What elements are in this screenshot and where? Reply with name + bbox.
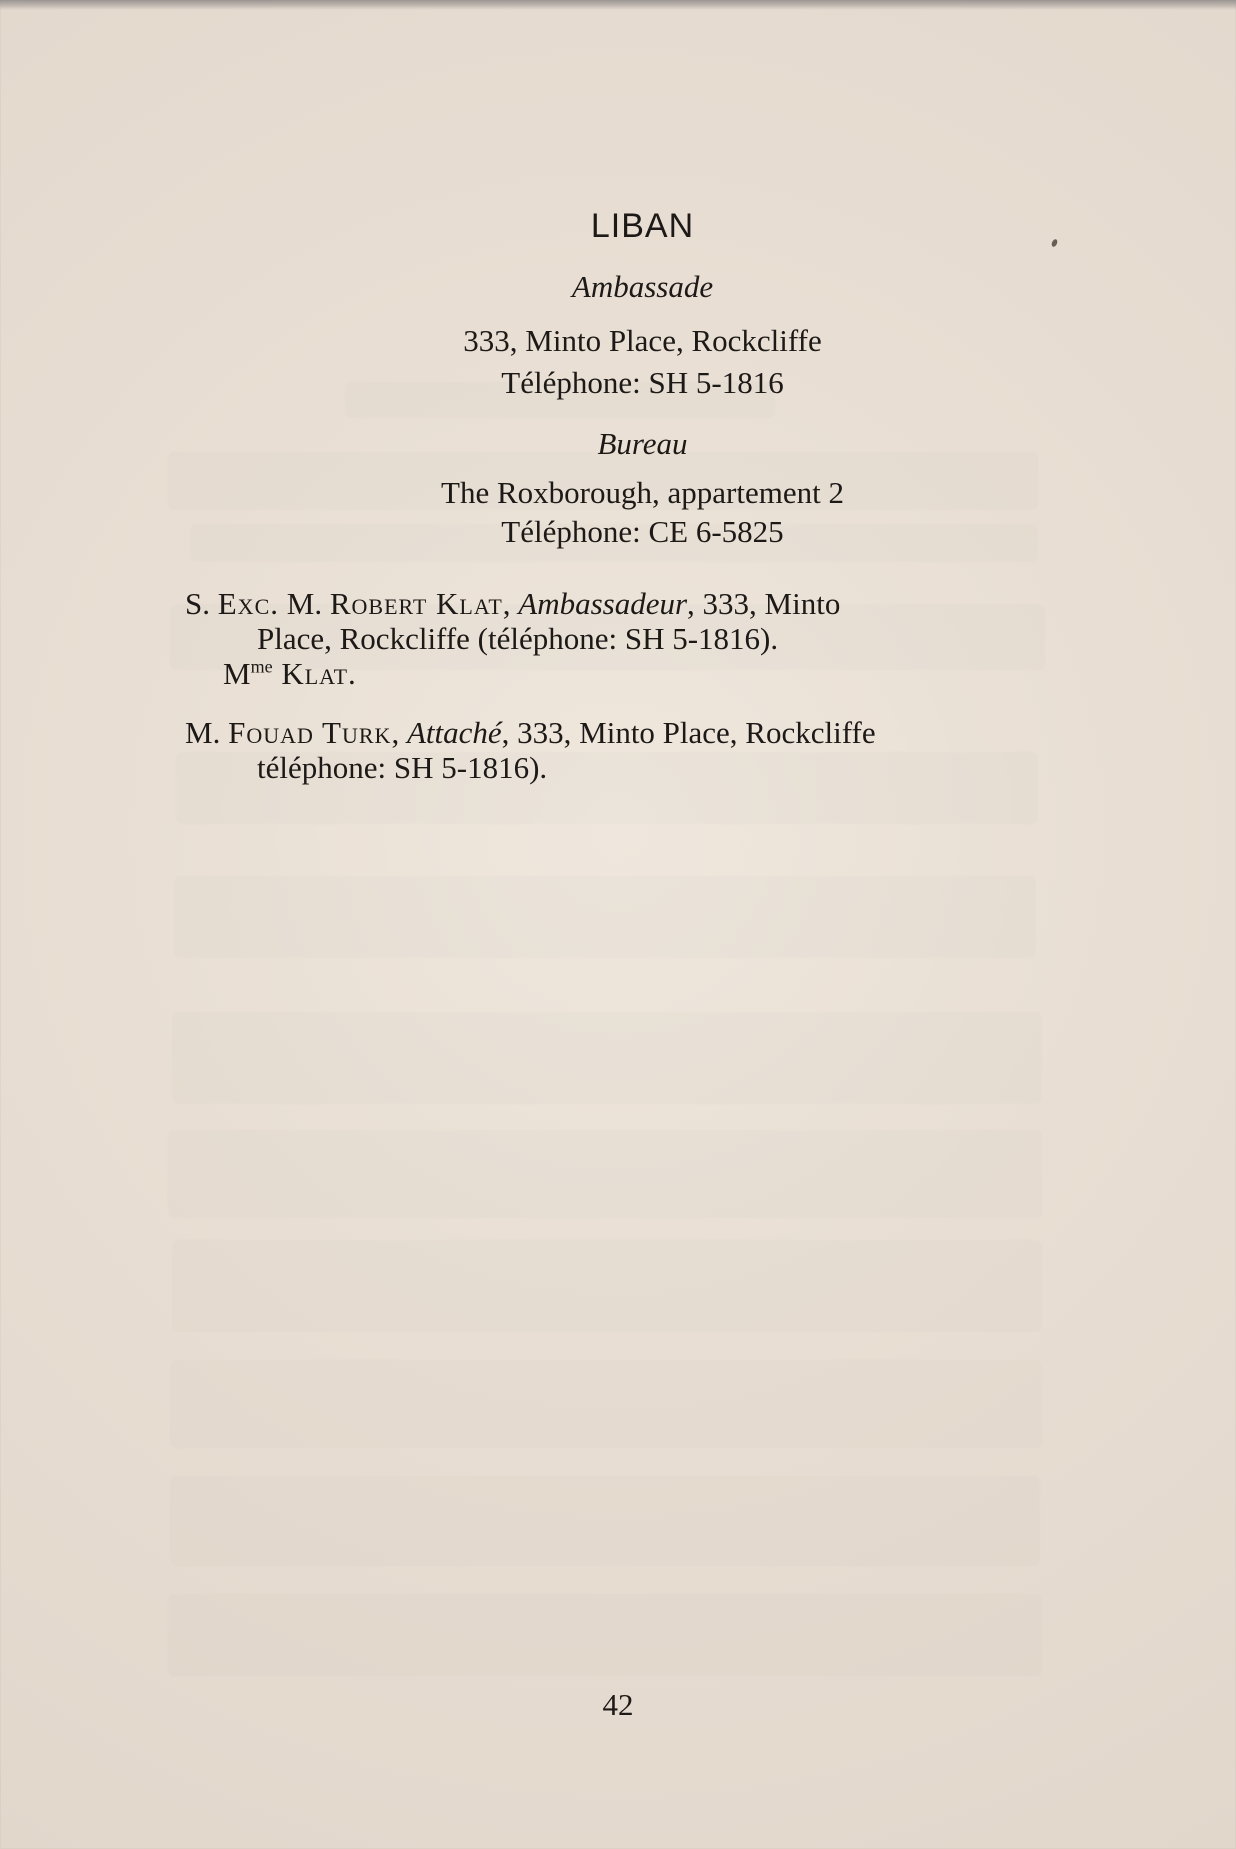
page-top-edge	[0, 0, 1236, 10]
bleed-block	[168, 1130, 1042, 1218]
attache-entry	[185, 715, 1100, 785]
bleed-block	[170, 1360, 1042, 1448]
bureau-address: The Roxborough, appartement 2	[441, 475, 844, 510]
ambassador-title: Ambassadeur	[518, 586, 688, 621]
attache-tail: , 333, Minto Place, Rockcliffe	[501, 715, 876, 750]
attache-entry-line-2: téléphone: SH 5-1816).	[257, 750, 548, 785]
attache-entry-line-1	[185, 715, 1100, 750]
ambassador-tail: , 333, Minto	[687, 586, 841, 621]
bleed-block	[172, 1240, 1042, 1332]
bureau-phone: Téléphone: CE 6-5825	[501, 514, 784, 549]
spouse-sup: me	[250, 656, 273, 677]
attache-name: Fouad Turk	[228, 715, 392, 750]
ambassador-name: Robert Klat	[329, 586, 503, 621]
ambassade-label: Ambassade	[571, 269, 714, 304]
ambassador-entry-line-1	[185, 586, 1100, 621]
ambassador-comma: ,	[502, 586, 519, 621]
page-content	[185, 206, 1100, 785]
spouse-m: M	[223, 656, 251, 691]
page-number: 42	[602, 1687, 634, 1722]
ambassador-prefix: S.	[185, 586, 218, 621]
ambassade-address: 333, Minto Place, Rockcliffe	[463, 323, 822, 358]
bleed-block	[168, 1594, 1042, 1676]
bleed-block	[174, 876, 1036, 958]
header-section	[185, 206, 1100, 551]
attache-prefix: M.	[185, 715, 229, 750]
bleed-block	[172, 1012, 1042, 1104]
bleed-block	[170, 1476, 1040, 1566]
attache-comma: ,	[391, 715, 407, 750]
ambassador-exc: Exc.	[217, 586, 279, 621]
ambassador-mid: M.	[279, 586, 330, 621]
country-title: LIBAN	[590, 207, 695, 245]
attache-title: Attaché	[406, 715, 502, 750]
spouse-name: Klat.	[272, 656, 357, 691]
ambassador-spouse-line	[185, 656, 1100, 691]
ambassador-entry-line-2: Place, Rockcliffe (téléphone: SH 5-1816).	[257, 621, 779, 656]
ambassador-entry	[185, 586, 1100, 691]
bureau-label: Bureau	[597, 426, 688, 461]
ambassade-phone: Téléphone: SH 5-1816	[501, 365, 784, 400]
